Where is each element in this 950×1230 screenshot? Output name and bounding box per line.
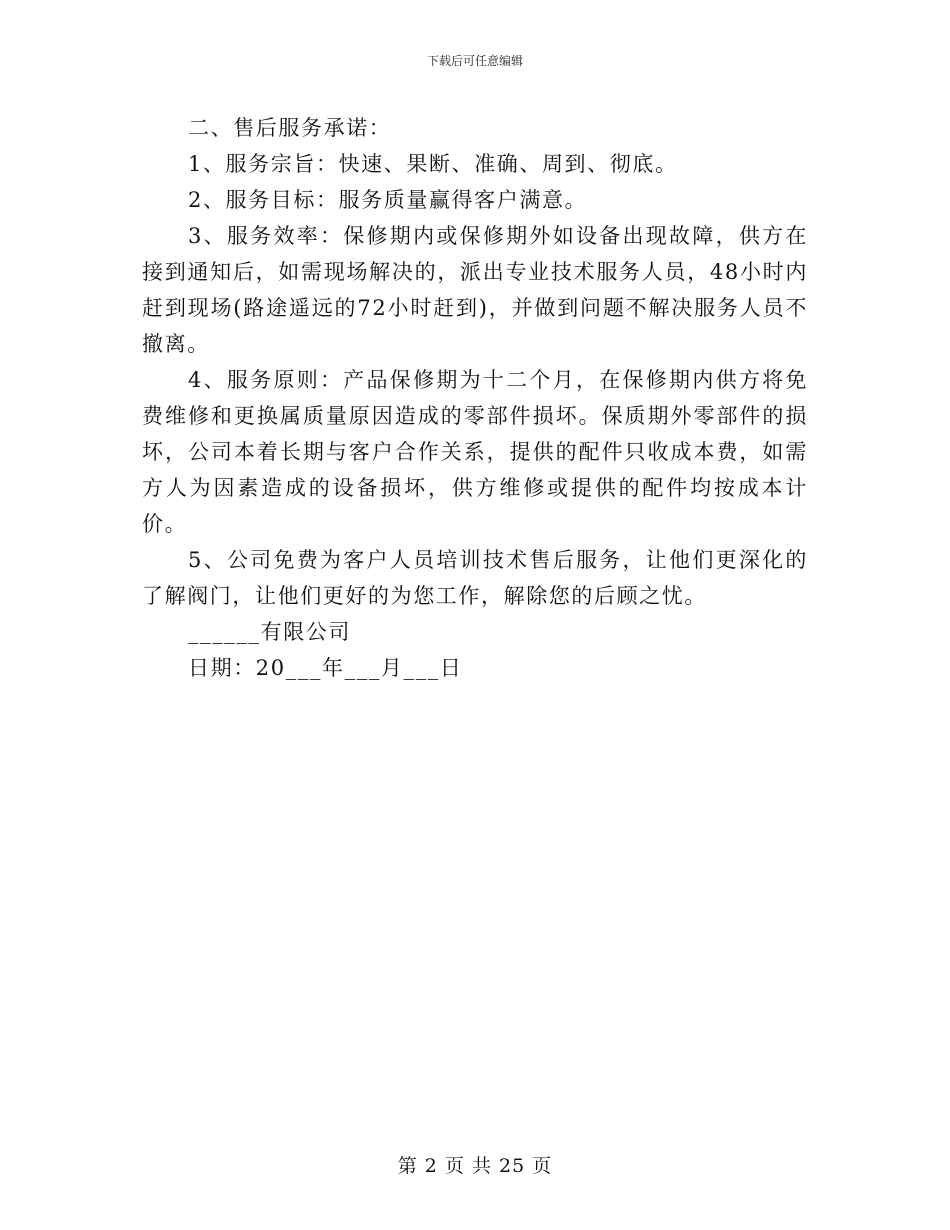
date-line: 日期：20___年___月___日: [188, 656, 463, 680]
service-purpose-paragraph: 1、服务宗旨：快速、果断、准确、周到、彻底。: [188, 152, 678, 176]
page-number-footer: 第 2 页 共 25 页: [397, 1155, 553, 1177]
section-heading: 二、售后服务承诺：: [188, 116, 392, 140]
header-note: 下载后可任意编辑: [426, 54, 523, 68]
service-principle-paragraph: 4、服务原则：产品保修期为十二个月，在保修期内供方将免费维修和更换属质量原因造成的零部件损坏。保质期外零部件的损坏，公司本着长期与客户合作关系，提供的配件只收成本费，如需方人为因素造成的设备损坏，供方维修或提供的配件均按成本计价。: [142, 368, 808, 536]
service-efficiency-paragraph: 3、服务效率：保修期内或保修期外如设备出现故障，供方在接到通知后，如需现场解决的，派出专业技术服务人员，48小时内赶到现场(路途遥远的72小时赶到)，并做到问题不解决服务人员不撤离。: [142, 224, 808, 356]
service-goal-paragraph: 2、服务目标：服务质量赢得客户满意。: [188, 188, 588, 212]
document-body: [142, 110, 808, 686]
company-signature-line: ______有限公司: [188, 620, 351, 644]
training-paragraph: 5、公司免费为客户人员培训技术售后服务，让他们更深化的了解阀门，让他们更好的为您工作，解除您的后顾之忧。: [142, 548, 808, 608]
